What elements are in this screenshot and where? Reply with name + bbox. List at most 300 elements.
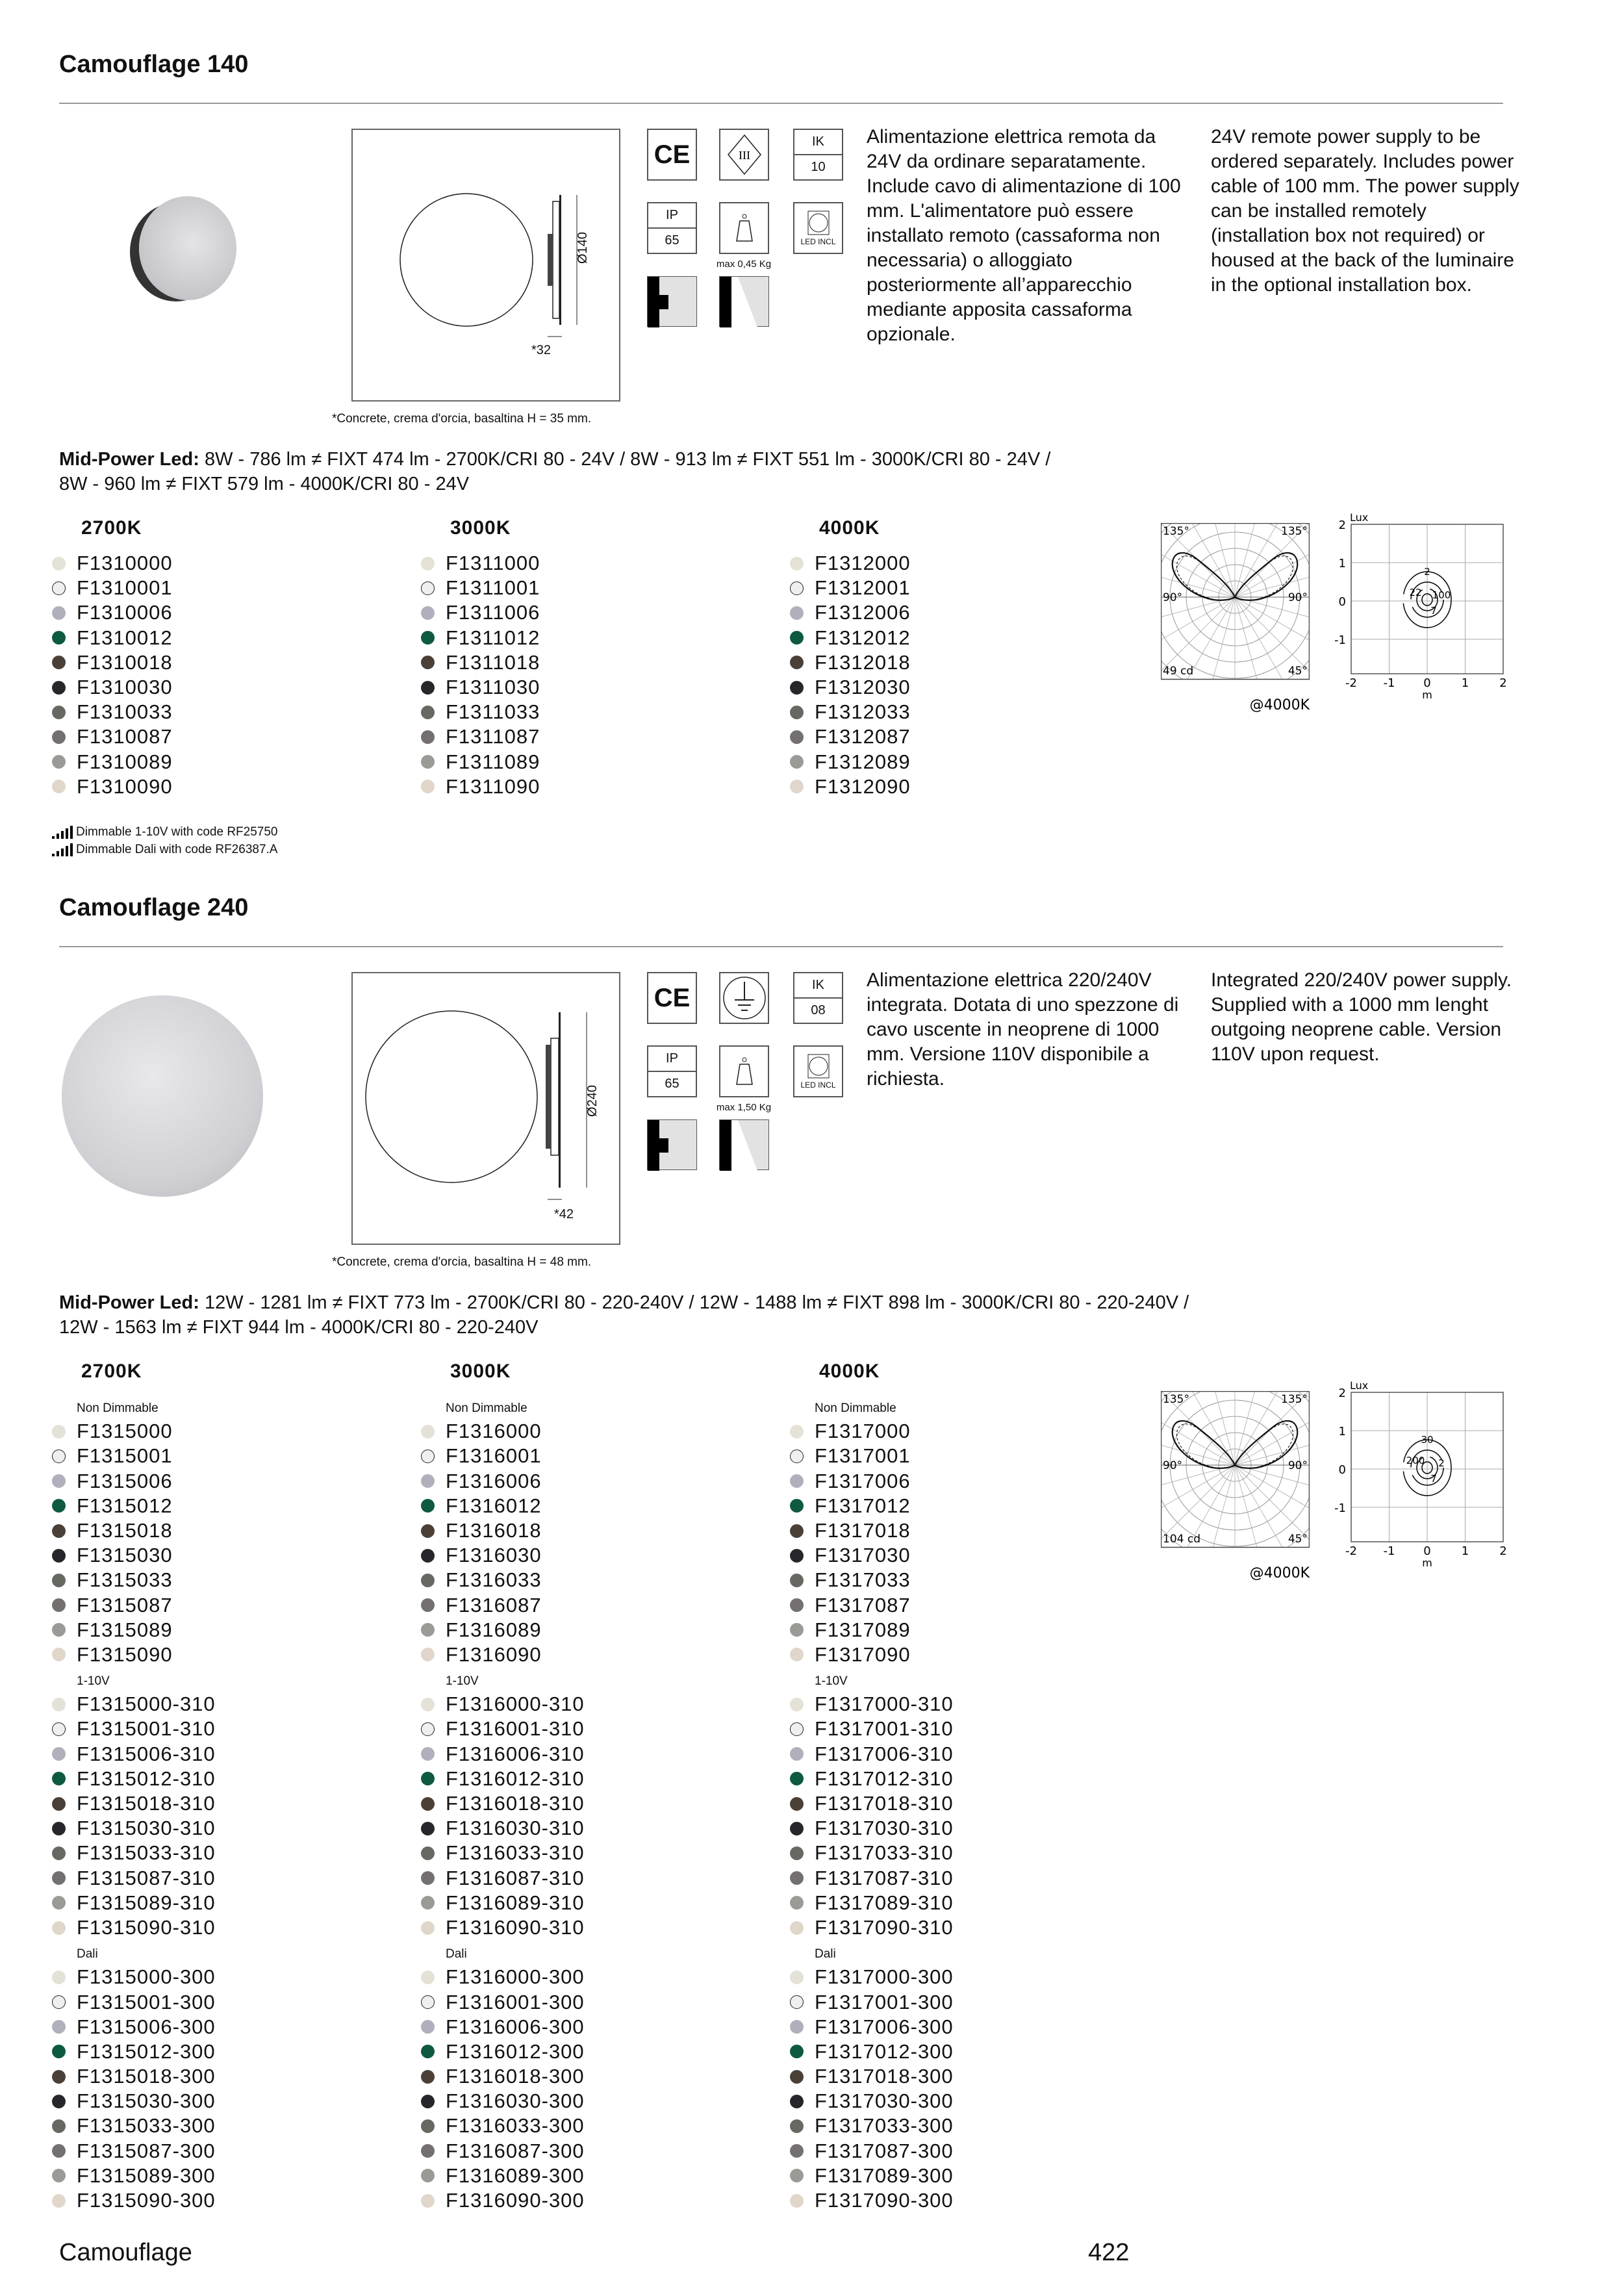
product-code: F1316000-300 xyxy=(446,1965,585,1989)
list-item xyxy=(790,1841,954,1865)
color-swatch-icon xyxy=(52,1971,66,1984)
product-code: F1310001 xyxy=(77,576,173,600)
product-code: F1310087 xyxy=(77,725,173,748)
color-swatch-icon xyxy=(790,1772,804,1785)
list-item xyxy=(790,1791,954,1816)
group-label: Dali xyxy=(77,1947,98,1961)
product-code: F1317001-300 xyxy=(815,1990,954,2013)
color-swatch-icon xyxy=(421,1574,435,1587)
product-code: F1316089 xyxy=(446,1618,542,1641)
color-swatch-icon xyxy=(790,2095,804,2108)
column-header: 3000K xyxy=(450,1361,511,1382)
color-swatch-icon xyxy=(790,2070,804,2084)
list-item xyxy=(52,2164,216,2188)
product-code: F1310090 xyxy=(77,774,173,798)
color-swatch-icon xyxy=(790,1797,804,1811)
color-swatch-icon xyxy=(421,730,435,744)
x-tick: 0 xyxy=(1423,676,1431,690)
color-swatch-icon xyxy=(52,631,66,645)
polar-label-mr: 90° xyxy=(1288,591,1308,604)
list-item xyxy=(790,1642,954,1667)
product-code: F1316001-300 xyxy=(446,1990,585,2013)
spec-text-2: 12W - 1563 lm ≠ FIXT 944 lm - 4000K/CRI 80 - 220-240V xyxy=(59,1317,539,1338)
color-swatch-icon xyxy=(790,1846,804,1860)
list-item xyxy=(790,650,911,675)
list-item xyxy=(421,1444,585,1468)
product-code: F1317090 xyxy=(815,1642,911,1666)
list-item xyxy=(421,576,540,600)
product-code: F1317033 xyxy=(815,1568,911,1592)
list-item xyxy=(790,1915,954,1940)
lux-title: Lux xyxy=(1350,511,1369,524)
depth-label: *32 xyxy=(531,343,552,357)
product-code: F1316089-300 xyxy=(446,2164,585,2187)
list-item xyxy=(790,1990,954,2015)
x-tick: 1 xyxy=(1461,676,1469,690)
list-item xyxy=(52,1692,216,1717)
color-swatch-icon xyxy=(790,2144,804,2158)
y-tick: 0 xyxy=(1338,594,1346,609)
list-item xyxy=(52,2139,216,2164)
list-item xyxy=(790,1518,954,1543)
color-swatch-icon xyxy=(790,656,804,669)
color-swatch-icon xyxy=(52,2119,66,2133)
product-code: F1317087-310 xyxy=(815,1866,954,1889)
product-code: F1316087-310 xyxy=(446,1866,585,1889)
color-swatch-icon xyxy=(52,1797,66,1811)
code-list xyxy=(790,551,911,799)
code-column-2700K xyxy=(52,517,173,799)
product-code: F1311090 xyxy=(446,774,540,798)
technical-drawing xyxy=(351,972,620,1245)
list-item xyxy=(421,650,540,675)
color-swatch-icon xyxy=(52,1747,66,1761)
color-swatch-icon xyxy=(790,1722,804,1736)
color-swatch-icon xyxy=(421,1598,435,1612)
color-swatch-icon xyxy=(421,1450,435,1463)
product-code: F1316030-310 xyxy=(446,1817,585,1840)
list-item xyxy=(52,1816,216,1841)
product-code: F1315012 xyxy=(77,1494,173,1517)
color-swatch-icon xyxy=(52,1698,66,1711)
lux-diagram xyxy=(1325,1375,1520,1586)
list-item xyxy=(421,2089,585,2114)
product-code: F1316018-310 xyxy=(446,1792,585,1815)
list-item xyxy=(790,1816,954,1841)
product-code: F1315001 xyxy=(77,1444,173,1468)
list-item xyxy=(52,1841,216,1865)
color-swatch-icon xyxy=(790,1871,804,1885)
list-item xyxy=(790,774,911,799)
divider xyxy=(59,103,1503,104)
color-swatch-icon xyxy=(421,780,435,793)
product-code: F1316001-310 xyxy=(446,1717,585,1741)
contour-label: 30 xyxy=(1421,1433,1434,1446)
color-swatch-icon xyxy=(52,2144,66,2158)
product-code: F1317030 xyxy=(815,1544,911,1567)
product-code: F1316000-310 xyxy=(446,1693,585,1716)
polar-label-ml: 90° xyxy=(1163,591,1183,604)
group-label: Dali xyxy=(815,1947,836,1961)
code-column-2700K xyxy=(52,1361,216,2213)
code-list xyxy=(52,1394,216,2213)
contour-label: 22 xyxy=(1409,586,1422,598)
color-swatch-icon xyxy=(52,606,66,620)
list-item xyxy=(790,750,911,774)
polar-label-bl: 49 cd xyxy=(1163,665,1194,678)
list-item xyxy=(421,1618,585,1642)
x-tick: -2 xyxy=(1345,676,1357,690)
ik-value: 08 xyxy=(811,1003,826,1017)
color-swatch-icon xyxy=(52,1846,66,1860)
ip-value: 65 xyxy=(665,1077,679,1091)
product-code: F1312018 xyxy=(815,650,911,674)
color-swatch-icon xyxy=(421,1995,435,2009)
polar-label-mr: 90° xyxy=(1288,1459,1308,1472)
color-swatch-icon xyxy=(790,1574,804,1587)
recessed-mount-icon xyxy=(719,276,769,327)
wall-mount-icon xyxy=(647,276,697,327)
product-code: F1316033 xyxy=(446,1568,542,1592)
list-item xyxy=(790,1419,954,1444)
product-code: F1315012-310 xyxy=(77,1767,216,1790)
color-swatch-icon xyxy=(790,1698,804,1711)
product-code: F1312000 xyxy=(815,552,911,574)
product-code: F1317018 xyxy=(815,1518,911,1542)
led-label: LED INCL xyxy=(800,237,836,246)
code-column-3000K xyxy=(421,517,540,799)
list-item xyxy=(421,1841,585,1865)
product-code: F1312012 xyxy=(815,626,911,649)
ce-mark-icon: CE xyxy=(647,129,697,181)
column-header: 2700K xyxy=(81,517,142,539)
description-english: 24V remote power supply to be ordered separately. Includes power cable of 100 mm. The power supply can be installed remotely (installation box not required) or housed at the back of the luminaire in the optional installation box. xyxy=(1211,126,1519,296)
color-swatch-icon xyxy=(790,557,804,570)
polar-label-br: 45° xyxy=(1288,665,1308,678)
group-label: Non Dimmable xyxy=(446,1401,527,1415)
column-header: 4000K xyxy=(819,517,880,539)
product-code: F1316000 xyxy=(446,1420,542,1443)
product-code: F1315018-300 xyxy=(77,2065,216,2088)
class-label: III xyxy=(738,149,750,162)
list-item xyxy=(421,1791,585,1816)
product-code: F1316012-310 xyxy=(446,1767,585,1790)
list-item xyxy=(421,2188,585,2213)
color-swatch-icon xyxy=(421,581,435,595)
list-item xyxy=(421,1518,585,1543)
color-swatch-icon xyxy=(790,1896,804,1910)
dimmable-icon xyxy=(52,826,73,839)
list-item xyxy=(421,2164,585,2188)
color-swatch-icon xyxy=(421,1896,435,1910)
color-swatch-icon xyxy=(421,2020,435,2034)
color-swatch-icon xyxy=(790,1623,804,1637)
product-code: F1312087 xyxy=(815,725,911,748)
finish-caption: *Concrete, crema d'orcia, basaltina H = 48 mm. xyxy=(332,1255,592,1269)
list-item xyxy=(52,1618,216,1642)
product-code: F1315006-310 xyxy=(77,1742,216,1765)
list-item xyxy=(52,576,173,600)
product-code: F1317087 xyxy=(815,1593,911,1616)
list-item xyxy=(421,600,540,625)
color-swatch-icon xyxy=(52,2194,66,2208)
list-item xyxy=(52,1791,216,1816)
list-item xyxy=(790,1866,954,1891)
product-code: F1311087 xyxy=(446,725,540,748)
color-swatch-icon xyxy=(52,1822,66,1835)
ip-label: IP xyxy=(648,203,696,229)
product-code: F1317001-310 xyxy=(815,1717,954,1741)
x-tick: 2 xyxy=(1499,1544,1507,1558)
product-code: F1316087-300 xyxy=(446,2139,585,2162)
color-swatch-icon xyxy=(52,1896,66,1910)
color-swatch-icon xyxy=(52,656,66,669)
dimmable-icon xyxy=(52,843,73,856)
product-code: F1311018 xyxy=(446,650,540,674)
list-item xyxy=(52,675,173,700)
section-title: Camouflage 240 xyxy=(59,894,249,921)
polar-label-tl: 135° xyxy=(1163,525,1189,538)
color-swatch-icon xyxy=(421,1623,435,1637)
product-code: F1317089-310 xyxy=(815,1891,954,1914)
color-swatch-icon xyxy=(790,1995,804,2009)
color-swatch-icon xyxy=(421,2095,435,2108)
color-swatch-icon xyxy=(421,1921,435,1935)
list-item xyxy=(421,1767,585,1791)
color-swatch-icon xyxy=(790,1549,804,1563)
list-item xyxy=(421,1568,585,1592)
list-item xyxy=(790,1717,954,1741)
product-code: F1310089 xyxy=(77,750,173,773)
color-swatch-icon xyxy=(52,1549,66,1563)
color-swatch-icon xyxy=(52,755,66,769)
description-english: Integrated 220/240V power supply. Supplied with a 1000 mm lenght outgoing neoprene cable. Version 110V upon request. xyxy=(1211,969,1512,1065)
list-item xyxy=(790,1692,954,1717)
product-code: F1311006 xyxy=(446,601,540,624)
y-tick: 2 xyxy=(1338,1386,1346,1400)
product-code: F1316030 xyxy=(446,1544,542,1567)
product-code: F1310000 xyxy=(77,552,173,574)
list-item xyxy=(52,1518,216,1543)
list-item xyxy=(421,2114,585,2138)
x-tick: 0 xyxy=(1423,1544,1431,1558)
list-item xyxy=(52,1494,216,1518)
list-item xyxy=(52,1593,216,1618)
product-code: F1311000 xyxy=(446,552,540,574)
page-number: 422 xyxy=(1088,2239,1130,2266)
list-item xyxy=(790,675,911,700)
list-item xyxy=(52,1419,216,1444)
color-swatch-icon xyxy=(52,730,66,744)
ik-value: 10 xyxy=(811,160,826,174)
x-tick: 2 xyxy=(1499,676,1507,690)
list-item xyxy=(52,724,173,749)
code-column-4000K xyxy=(790,517,911,799)
product-code: F1315000-310 xyxy=(77,1693,216,1716)
product-code: F1316018 xyxy=(446,1518,542,1542)
product-code: F1317030-310 xyxy=(815,1817,954,1840)
code-list xyxy=(52,551,173,799)
list-item xyxy=(790,600,911,625)
lux-title: Lux xyxy=(1350,1379,1369,1392)
color-swatch-icon xyxy=(421,557,435,570)
list-item xyxy=(52,2039,216,2064)
product-code: F1317090-310 xyxy=(815,1915,954,1939)
color-swatch-icon xyxy=(421,1524,435,1538)
list-item xyxy=(790,1469,954,1494)
list-item xyxy=(790,1742,954,1767)
product-code: F1317012-300 xyxy=(815,2039,954,2063)
color-swatch-icon xyxy=(421,1797,435,1811)
product-code: F1316001 xyxy=(446,1444,542,1468)
divider xyxy=(59,946,1503,947)
product-code: F1310012 xyxy=(77,626,173,649)
product-code: F1316012 xyxy=(446,1494,542,1517)
color-swatch-icon xyxy=(52,1871,66,1885)
list-item xyxy=(790,1444,954,1468)
product-code: F1315089-310 xyxy=(77,1891,216,1914)
product-code: F1311001 xyxy=(446,576,540,600)
list-item xyxy=(421,724,540,749)
product-code: F1312001 xyxy=(815,576,911,600)
weight-icon xyxy=(719,1045,769,1097)
color-swatch-icon xyxy=(52,557,66,570)
ip-label: IP xyxy=(648,1047,696,1072)
product-code: F1312089 xyxy=(815,750,911,773)
color-swatch-icon xyxy=(790,1474,804,1488)
x-unit: m xyxy=(1422,1557,1432,1569)
color-swatch-icon xyxy=(421,1772,435,1785)
polar-note: @4000K xyxy=(1249,697,1310,713)
list-item xyxy=(421,1816,585,1841)
color-swatch-icon xyxy=(790,1450,804,1463)
list-item xyxy=(52,2015,216,2039)
product-code: F1315033-300 xyxy=(77,2114,216,2138)
spec-text: 8W - 786 lm ≠ FIXT 474 lm - 2700K/CRI 80 - 24V / 8W - 913 lm ≠ FIXT 551 lm - 3000K/CRI 80 - 24V / xyxy=(199,449,1051,470)
list-item xyxy=(790,1568,954,1592)
list-item xyxy=(421,551,540,576)
class-iii-icon xyxy=(719,129,769,181)
color-swatch-icon xyxy=(421,1722,435,1736)
list-item xyxy=(421,2064,585,2089)
polar-diagram xyxy=(1161,1391,1310,1596)
color-swatch-icon xyxy=(52,1425,66,1438)
product-code: F1316090 xyxy=(446,1642,542,1666)
color-swatch-icon xyxy=(421,755,435,769)
list-item xyxy=(52,1444,216,1468)
color-swatch-icon xyxy=(52,1722,66,1736)
list-item xyxy=(790,1494,954,1518)
x-tick: -1 xyxy=(1383,1544,1395,1558)
list-item xyxy=(421,1891,585,1915)
color-swatch-icon xyxy=(421,681,435,695)
product-code: F1315090-300 xyxy=(77,2189,216,2212)
product-code: F1312090 xyxy=(815,774,911,798)
polar-label-tr: 135° xyxy=(1281,1393,1308,1406)
list-item xyxy=(52,626,173,650)
color-swatch-icon xyxy=(790,2169,804,2182)
dimmable-text: Dimmable Dali with code RF26387.A xyxy=(76,843,278,856)
color-swatch-icon xyxy=(790,2045,804,2058)
product-code: F1316090-300 xyxy=(446,2189,585,2212)
color-swatch-icon xyxy=(790,1648,804,1661)
list-item xyxy=(790,1965,954,1989)
product-code: F1315089-300 xyxy=(77,2164,216,2187)
color-swatch-icon xyxy=(790,631,804,645)
color-swatch-icon xyxy=(52,1648,66,1661)
diameter-label: Ø140 xyxy=(575,232,590,264)
product-code: F1311089 xyxy=(446,750,540,773)
list-item xyxy=(52,750,173,774)
color-swatch-icon xyxy=(421,2045,435,2058)
led-spec xyxy=(59,1290,1488,1340)
list-item xyxy=(790,2114,954,2138)
diameter-label: Ø240 xyxy=(585,1085,600,1117)
color-swatch-icon xyxy=(421,2070,435,2084)
list-item xyxy=(52,1742,216,1767)
product-code: F1315000 xyxy=(77,1420,173,1443)
product-code: F1317030-300 xyxy=(815,2089,954,2113)
weight-icon xyxy=(719,202,769,254)
color-swatch-icon xyxy=(421,706,435,719)
color-swatch-icon xyxy=(790,1598,804,1612)
polar-label-tl: 135° xyxy=(1163,1393,1189,1406)
color-swatch-icon xyxy=(790,1971,804,1984)
product-code: F1316087 xyxy=(446,1593,542,1616)
list-item xyxy=(421,750,540,774)
color-swatch-icon xyxy=(52,2169,66,2182)
product-codes xyxy=(0,1361,1143,2218)
list-item xyxy=(421,1469,585,1494)
product-code: F1310018 xyxy=(77,650,173,674)
ip-rating-icon xyxy=(647,1045,697,1097)
code-list xyxy=(421,1394,585,2213)
color-swatch-icon xyxy=(421,656,435,669)
color-swatch-icon xyxy=(421,631,435,645)
product-code: F1316006 xyxy=(446,1469,542,1492)
product-code: F1317006-300 xyxy=(815,2015,954,2038)
product-code: F1317087-300 xyxy=(815,2139,954,2162)
list-item xyxy=(790,2188,954,2213)
list-item xyxy=(52,700,173,724)
description-italian: Alimentazione elettrica 220/240V integrata. Dotata di uno spezzone di cavo uscente in neoprene di 1000 mm. Versione 110V disponibile a richiesta. xyxy=(867,969,1179,1090)
ik-rating-icon xyxy=(793,129,843,181)
recessed-mount-icon xyxy=(719,1119,769,1170)
list-item xyxy=(790,1543,954,1568)
color-swatch-icon xyxy=(790,780,804,793)
spec-label: Mid-Power Led: xyxy=(59,449,199,470)
list-item xyxy=(52,774,173,799)
color-swatch-icon xyxy=(790,1747,804,1761)
color-swatch-icon xyxy=(421,2119,435,2133)
x-tick: -1 xyxy=(1383,676,1395,690)
list-item xyxy=(421,2039,585,2064)
color-swatch-icon xyxy=(421,1499,435,1513)
list-item xyxy=(790,576,911,600)
contour-label: 7 xyxy=(1430,604,1437,617)
list-item xyxy=(421,1915,585,1940)
product-code: F1315001-310 xyxy=(77,1717,216,1741)
product-code: F1316033-310 xyxy=(446,1841,585,1865)
list-item xyxy=(52,2114,216,2138)
product-code: F1317033-310 xyxy=(815,1841,954,1865)
ik-label: IK xyxy=(794,130,842,155)
polar-chart xyxy=(1161,1391,1310,1593)
color-swatch-icon xyxy=(790,606,804,620)
section-title: Camouflage 140 xyxy=(59,51,249,78)
ik-rating-icon xyxy=(793,972,843,1024)
y-tick: 1 xyxy=(1338,1424,1346,1438)
